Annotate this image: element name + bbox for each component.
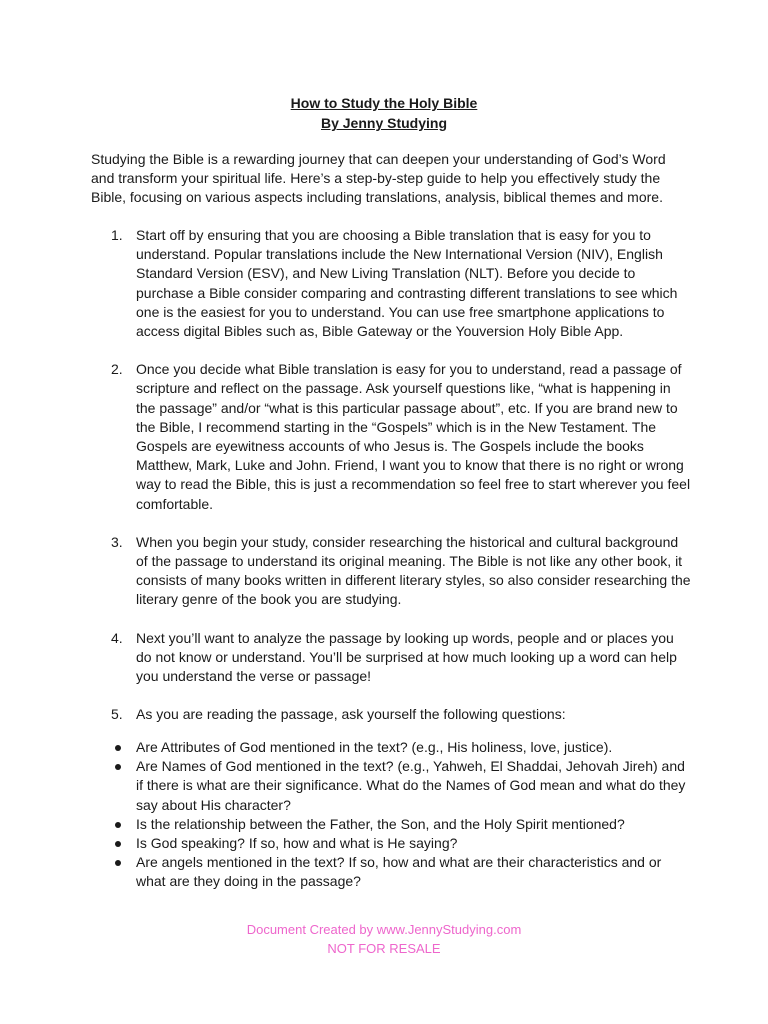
- list-item: [91, 226, 691, 341]
- step-text: As you are reading the passage, ask yourself the following questions:: [136, 706, 566, 723]
- questions-list: [91, 738, 691, 892]
- bullet-icon: [115, 841, 121, 847]
- bullet-icon: [115, 860, 121, 866]
- step-text: Next you’ll want to analyze the passage by looking up words, people and or places you do not know or understand. You’ll be surprised at how much looking up a word can help you understand the verse or passage!: [136, 629, 677, 685]
- step-number: 3.: [111, 533, 123, 550]
- step-text: When you begin your study, consider researching the historical and cultural background of the passage to understand its original meaning. The Bible is not like any other book, it consists of many books written in different literary styles, so also consider researching the literary genre of the book you are studying.: [136, 533, 691, 608]
- step-number: 2.: [111, 361, 123, 378]
- list-item: [91, 629, 691, 687]
- step-text: Once you decide what Bible translation is easy for you to understand, read a passage of scripture and reflect on the passage. Ask yourself questions like, “what is happening in the passage” and/or “what is this particular passage about”, etc. If you are brand new to the Bible, I recommend starting in the “Gospels” which is in the New Testament. The Gospels are eyewitness accounts of who Jesus is. The Gospels include the books Matthew, Mark, Luke and John. Friend, I want you to know that there is no right or wrong way to read the Bible, this is just a recommendation so feel free to start wherever you feel comfortable.: [136, 361, 691, 512]
- steps-list: [91, 226, 691, 743]
- list-item: [91, 738, 691, 757]
- list-item: [91, 853, 691, 891]
- intro-paragraph: Studying the Bible is a rewarding journey that can deepen your understanding of God’s Word and transform your spiritual life. Here’s a step-by-step guide to help you effectively study the Bible, focusing on various aspects including translations, analysis, biblical themes and more.: [91, 151, 666, 206]
- list-item: [91, 834, 691, 853]
- list-item: [91, 815, 691, 834]
- question-text: Are Names of God mentioned in the text? (e.g., Yahweh, El Shaddai, Jehovah Jireh) and if there is what are their significance. What do the Names of God mean and what do they say about His character?: [136, 758, 686, 813]
- list-item: [91, 705, 691, 724]
- bullet-icon: [115, 822, 121, 828]
- footer: [0, 920, 768, 958]
- step-number: 5.: [111, 706, 123, 723]
- bullet-icon: [115, 764, 121, 770]
- question-text: Is God speaking? If so, how and what is He saying?: [136, 835, 458, 852]
- step-number: 1.: [111, 227, 123, 243]
- title-block: [0, 93, 768, 133]
- footer-notice: NOT FOR RESALE: [327, 941, 441, 956]
- bullet-icon: [115, 745, 121, 751]
- list-item: [91, 757, 691, 815]
- document-title: How to Study the Holy Bible: [290, 95, 478, 111]
- question-text: Are angels mentioned in the text? If so, how and what are their characteristics and or what are they doing in the passage?: [136, 854, 662, 890]
- step-number: 4.: [111, 629, 123, 646]
- list-item: [91, 360, 691, 514]
- footer-credit: Document Created by www.JennyStudying.com: [246, 922, 522, 937]
- step-text: Start off by ensuring that you are choosing a Bible translation that is easy for you to understand. Popular translations include the New International Version (NIV), English Standard Version (ESV), and New Living Translation (NLT). Before you decide to purchase a Bible consider comparing and contrasting different translations to see which one is the easiest for you to understand. You can use free smartphone applications to access digital Bibles such as, Bible Gateway or the Youversion Holy Bible App.: [136, 227, 678, 340]
- question-text: Is the relationship between the Father, the Son, and the Holy Spirit mentioned?: [136, 815, 625, 832]
- question-text: Are Attributes of God mentioned in the text? (e.g., His holiness, love, justice).: [136, 739, 613, 755]
- list-item: [91, 533, 691, 610]
- document-byline: By Jenny Studying: [320, 115, 448, 131]
